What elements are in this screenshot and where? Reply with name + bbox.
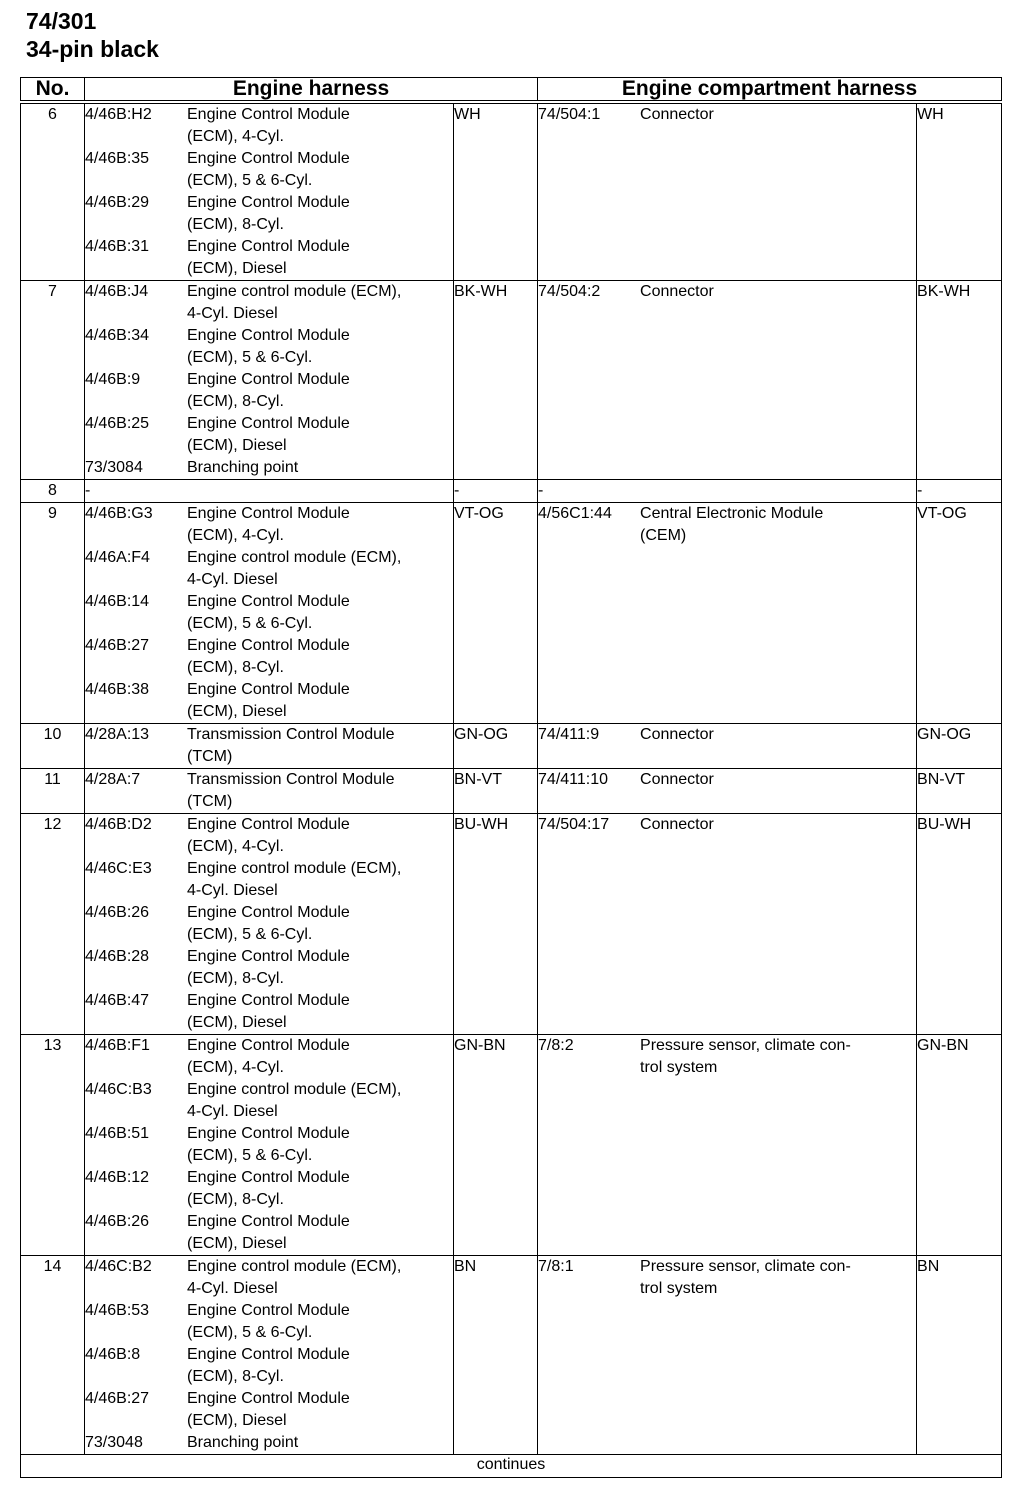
- pin-code: -: [538, 482, 544, 499]
- compartment-harness-cell: [538, 769, 917, 814]
- pin-code: 4/46A:F4: [85, 549, 150, 566]
- pin-description: Pressure sensor, climate con-: [640, 1037, 851, 1054]
- compartment-wire-color: BN: [917, 1256, 1002, 1455]
- pin-code: [85, 880, 187, 902]
- pin-code: [85, 1366, 187, 1388]
- compartment-harness-cell: [538, 1035, 917, 1256]
- entry-line: [85, 391, 453, 413]
- compartment-wire-color: GN-BN: [917, 1035, 1002, 1256]
- pin-code: 4/46C:B3: [85, 1081, 152, 1098]
- engine-wire-color: -: [454, 480, 538, 503]
- pin-code: 4/46B:38: [85, 681, 150, 698]
- pin-description: Engine Control Module: [187, 194, 350, 211]
- pin-description: Engine Control Module: [187, 1302, 350, 1319]
- entry-line: [85, 281, 453, 303]
- entry-line: [538, 525, 916, 547]
- entry-line: [85, 791, 453, 813]
- table-row: [21, 281, 1002, 480]
- compartment-harness-cell: [538, 503, 917, 724]
- pin-code: [85, 701, 187, 723]
- pin-code: 73/3084: [85, 459, 143, 476]
- pin-code: 74/504:17: [538, 816, 610, 833]
- pin-description: (ECM), 4-Cyl.: [187, 527, 284, 544]
- entry-line: [85, 1432, 453, 1454]
- pin-code: 4/46B:31: [85, 238, 150, 255]
- pin-description: Engine Control Module: [187, 816, 350, 833]
- pin-code: 4/56C1:44: [538, 505, 612, 522]
- pin-description: (ECM), 5 & 6-Cyl.: [187, 615, 313, 632]
- entry-line: [85, 1211, 453, 1233]
- pin-code: [85, 303, 187, 325]
- pin-code: 74/504:2: [538, 283, 601, 300]
- pin-description: 4-Cyl. Diesel: [187, 1103, 278, 1120]
- pin-description: Engine Control Module: [187, 1390, 350, 1407]
- pin-code: [538, 1278, 640, 1300]
- pin-code: 74/411:10: [538, 771, 609, 788]
- engine-harness-cell: [85, 814, 454, 1035]
- table-row: [21, 724, 1002, 769]
- entry-line: [85, 701, 453, 723]
- pin-code: [538, 525, 640, 547]
- entry-line: [85, 1123, 453, 1145]
- pin-code: 4/46B:26: [85, 904, 150, 921]
- pin-description: (ECM), 8-Cyl.: [187, 1368, 284, 1385]
- pin-code: 4/46B:J4: [85, 283, 149, 300]
- continues-label: continues: [21, 1455, 1002, 1478]
- pin-code: 7/8:2: [538, 1037, 574, 1054]
- pin-code: 4/46B:8: [85, 1346, 141, 1363]
- pin-description: Transmission Control Module: [187, 771, 395, 788]
- entry-line: [85, 724, 453, 746]
- pin-code: [85, 435, 187, 457]
- pin-description: (ECM), Diesel: [187, 260, 287, 277]
- pin-description: Engine Control Module: [187, 150, 350, 167]
- entry-line: [85, 946, 453, 968]
- entry-line: [85, 769, 453, 791]
- pin-description: Pressure sensor, climate con-: [640, 1258, 851, 1275]
- entry-line: [85, 1256, 453, 1278]
- entry-line: [85, 679, 453, 701]
- pin-description: trol system: [640, 1280, 718, 1297]
- header-no: No.: [21, 78, 85, 103]
- pin-description: Engine Control Module: [187, 593, 350, 610]
- pin-description: [187, 480, 453, 502]
- entry-line: [85, 480, 453, 502]
- pin-code: -: [85, 482, 91, 499]
- pin-code: [85, 214, 187, 236]
- pin-description: Engine Control Module: [187, 327, 350, 344]
- pin-number: 6: [21, 102, 85, 281]
- pin-code: 4/46B:G3: [85, 505, 153, 522]
- pin-description: Branching point: [187, 459, 299, 476]
- entry-line: [85, 858, 453, 880]
- pin-code: [85, 1012, 187, 1034]
- pin-number: 11: [21, 769, 85, 814]
- entry-line: [85, 902, 453, 924]
- pin-description: Engine control module (ECM),: [187, 283, 402, 300]
- entry-line: [85, 1167, 453, 1189]
- pin-description: Connector: [640, 816, 714, 833]
- entry-line: [538, 1256, 916, 1278]
- entry-line: [85, 104, 453, 126]
- table-row: [21, 1256, 1002, 1455]
- pin-code: [85, 1057, 187, 1079]
- entry-line: [85, 746, 453, 768]
- engine-harness-cell: [85, 1035, 454, 1256]
- pin-description: Engine Control Module: [187, 1213, 350, 1230]
- pin-code: [85, 1322, 187, 1344]
- compartment-harness-cell: [538, 281, 917, 480]
- compartment-wire-color: -: [917, 480, 1002, 503]
- entry-line: [538, 104, 916, 126]
- compartment-wire-color: VT-OG: [917, 503, 1002, 724]
- pin-description: 4-Cyl. Diesel: [187, 305, 278, 322]
- pin-code: 4/46B:H2: [85, 106, 152, 123]
- pin-description: 4-Cyl. Diesel: [187, 571, 278, 588]
- pin-description: Engine Control Module: [187, 948, 350, 965]
- pin-description: 4-Cyl. Diesel: [187, 882, 278, 899]
- pin-code: 4/46B:26: [85, 1213, 150, 1230]
- pin-number: 8: [21, 480, 85, 503]
- pin-number: 14: [21, 1256, 85, 1455]
- engine-wire-color: BN: [454, 1256, 538, 1455]
- header-engine-compartment-harness: Engine compartment harness: [538, 78, 1002, 103]
- pin-code: [85, 1145, 187, 1167]
- pin-description: trol system: [640, 1059, 718, 1076]
- engine-harness-cell: [85, 480, 454, 503]
- pin-number: 10: [21, 724, 85, 769]
- pin-description: Engine control module (ECM),: [187, 1081, 402, 1098]
- pin-code: [538, 1057, 640, 1079]
- pin-description: Engine Control Module: [187, 992, 350, 1009]
- continues-row: [21, 1455, 1002, 1478]
- pin-code: 4/46B:27: [85, 1390, 150, 1407]
- entry-line: [85, 1101, 453, 1123]
- pin-code: 4/46B:53: [85, 1302, 150, 1319]
- pin-code: [85, 791, 187, 813]
- pin-description: 4-Cyl. Diesel: [187, 1280, 278, 1297]
- entry-line: [85, 413, 453, 435]
- pin-code: 4/28A:13: [85, 726, 150, 743]
- entry-line: [85, 192, 453, 214]
- entry-line: [85, 126, 453, 148]
- entry-line: [85, 457, 453, 479]
- table-body: [21, 102, 1002, 1455]
- entry-line: [85, 525, 453, 547]
- entry-line: [538, 1278, 916, 1300]
- pin-number: 13: [21, 1035, 85, 1256]
- compartment-wire-color: BU-WH: [917, 814, 1002, 1035]
- pin-code: [85, 1189, 187, 1211]
- connector-id: 74/301: [26, 8, 97, 34]
- pin-number: 9: [21, 503, 85, 724]
- entry-line: [85, 613, 453, 635]
- entry-line: [85, 591, 453, 613]
- pin-number: 12: [21, 814, 85, 1035]
- entry-line: [538, 814, 916, 836]
- engine-harness-cell: [85, 724, 454, 769]
- pin-description: (ECM), Diesel: [187, 703, 287, 720]
- compartment-harness-cell: [538, 102, 917, 281]
- pin-code: 74/411:9: [538, 726, 600, 743]
- pin-code: 4/46B:51: [85, 1125, 150, 1142]
- engine-wire-color: WH: [454, 102, 538, 281]
- pin-description: Connector: [640, 106, 714, 123]
- engine-wire-color: VT-OG: [454, 503, 538, 724]
- pin-description: (ECM), 5 & 6-Cyl.: [187, 1147, 313, 1164]
- table-header-row: [21, 78, 1002, 103]
- engine-wire-color: BU-WH: [454, 814, 538, 1035]
- pin-code: 4/46B:47: [85, 992, 150, 1009]
- pin-code: 4/46B:9: [85, 371, 141, 388]
- entry-line: [85, 635, 453, 657]
- pin-description: [640, 480, 916, 502]
- pin-table: [20, 77, 1002, 1478]
- pin-description: (ECM), 5 & 6-Cyl.: [187, 926, 313, 943]
- pin-code: [85, 924, 187, 946]
- entry-line: [85, 258, 453, 280]
- entry-line: [85, 1278, 453, 1300]
- pin-code: 4/46B:14: [85, 593, 150, 610]
- entry-line: [85, 1012, 453, 1034]
- pin-code: 4/46C:E3: [85, 860, 152, 877]
- pin-code: [85, 258, 187, 280]
- entry-line: [85, 1189, 453, 1211]
- table-row: [21, 102, 1002, 281]
- table-row: [21, 1035, 1002, 1256]
- entry-line: [85, 924, 453, 946]
- pin-code: [85, 1233, 187, 1255]
- pin-code: [85, 569, 187, 591]
- pin-code: 7/8:1: [538, 1258, 574, 1275]
- entry-line: [85, 814, 453, 836]
- pin-description: Engine Control Module: [187, 681, 350, 698]
- entry-line: [85, 990, 453, 1012]
- pin-description: Engine Control Module: [187, 1346, 350, 1363]
- entry-line: [85, 236, 453, 258]
- entry-line: [85, 170, 453, 192]
- entry-line: [85, 369, 453, 391]
- pin-description: (ECM), 5 & 6-Cyl.: [187, 1324, 313, 1341]
- table-row: [21, 769, 1002, 814]
- engine-wire-color: GN-OG: [454, 724, 538, 769]
- pin-description: Connector: [640, 283, 714, 300]
- pin-code: 4/46B:F1: [85, 1037, 150, 1054]
- pin-code: [85, 613, 187, 635]
- pin-code: 4/46B:35: [85, 150, 150, 167]
- pin-code: 4/46B:28: [85, 948, 150, 965]
- pin-code: [85, 746, 187, 768]
- pin-description: Engine Control Module: [187, 371, 350, 388]
- pin-description: (ECM), 8-Cyl.: [187, 659, 284, 676]
- pin-description: (ECM), 5 & 6-Cyl.: [187, 349, 313, 366]
- pin-description: Engine Control Module: [187, 238, 350, 255]
- pin-code: 4/46B:25: [85, 415, 150, 432]
- compartment-harness-cell: [538, 1256, 917, 1455]
- pin-description: (ECM), Diesel: [187, 1014, 287, 1031]
- pin-code: 4/46B:12: [85, 1169, 150, 1186]
- entry-line: [538, 769, 916, 791]
- table-row: [21, 503, 1002, 724]
- compartment-harness-cell: [538, 724, 917, 769]
- entry-line: [85, 325, 453, 347]
- pin-description: (ECM), 8-Cyl.: [187, 393, 284, 410]
- pin-code: [85, 170, 187, 192]
- compartment-wire-color: WH: [917, 102, 1002, 281]
- entry-line: [85, 1079, 453, 1101]
- entry-line: [85, 968, 453, 990]
- pin-code: [85, 1410, 187, 1432]
- pin-description: (ECM), 4-Cyl.: [187, 1059, 284, 1076]
- pin-description: (ECM), Diesel: [187, 437, 287, 454]
- engine-harness-cell: [85, 1256, 454, 1455]
- entry-line: [85, 1388, 453, 1410]
- entry-line: [85, 503, 453, 525]
- pin-description: Engine Control Module: [187, 505, 350, 522]
- entry-line: [85, 435, 453, 457]
- entry-line: [85, 1233, 453, 1255]
- entry-line: [85, 880, 453, 902]
- pin-code: [85, 391, 187, 413]
- entry-line: [85, 1300, 453, 1322]
- table-row: [21, 814, 1002, 1035]
- table-row: [21, 480, 1002, 503]
- entry-line: [538, 281, 916, 303]
- entry-line: [85, 569, 453, 591]
- pin-number: 7: [21, 281, 85, 480]
- pin-code: 4/46B:34: [85, 327, 150, 344]
- pin-code: 4/46C:B2: [85, 1258, 152, 1275]
- pin-code: [85, 525, 187, 547]
- entry-line: [538, 1057, 916, 1079]
- pin-description: Engine Control Module: [187, 106, 350, 123]
- entry-line: [85, 347, 453, 369]
- pin-code: [85, 347, 187, 369]
- pin-description: (TCM): [187, 748, 233, 765]
- engine-harness-cell: [85, 281, 454, 480]
- pin-code: [85, 1278, 187, 1300]
- engine-wire-color: GN-BN: [454, 1035, 538, 1256]
- pin-description: Engine Control Module: [187, 415, 350, 432]
- entry-line: [85, 1366, 453, 1388]
- entry-line: [85, 1322, 453, 1344]
- pin-code: [85, 657, 187, 679]
- pin-description: Engine Control Module: [187, 637, 350, 654]
- pin-description: Branching point: [187, 1434, 299, 1451]
- pin-description: Connector: [640, 726, 714, 743]
- pin-description: (CEM): [640, 527, 687, 544]
- engine-wire-color: BN-VT: [454, 769, 538, 814]
- entry-line: [85, 214, 453, 236]
- compartment-harness-cell: [538, 480, 917, 503]
- pin-description: Engine Control Module: [187, 1037, 350, 1054]
- pin-code: [85, 968, 187, 990]
- entry-line: [538, 724, 916, 746]
- pin-table-container: [20, 77, 1002, 1478]
- compartment-wire-color: GN-OG: [917, 724, 1002, 769]
- pin-code: [85, 836, 187, 858]
- entry-line: [85, 836, 453, 858]
- pin-code: 4/46B:29: [85, 194, 150, 211]
- compartment-harness-cell: [538, 814, 917, 1035]
- entry-line: [85, 1145, 453, 1167]
- connector-description: 34-pin black: [26, 36, 159, 62]
- pin-description: (ECM), Diesel: [187, 1235, 287, 1252]
- engine-harness-cell: [85, 503, 454, 724]
- entry-line: [85, 1057, 453, 1079]
- engine-wire-color: BK-WH: [454, 281, 538, 480]
- entry-line: [85, 303, 453, 325]
- pin-code: 4/46B:D2: [85, 816, 152, 833]
- pin-description: (ECM), 8-Cyl.: [187, 970, 284, 987]
- entry-line: [85, 1035, 453, 1057]
- pin-description: (ECM), 8-Cyl.: [187, 1191, 284, 1208]
- pin-description: (ECM), 4-Cyl.: [187, 128, 284, 145]
- pin-description: Connector: [640, 771, 714, 788]
- pin-description: Engine Control Module: [187, 904, 350, 921]
- pin-code: [85, 1101, 187, 1123]
- pin-description: Central Electronic Module: [640, 505, 824, 522]
- header-engine-harness: Engine harness: [85, 78, 538, 103]
- entry-line: [85, 547, 453, 569]
- engine-harness-cell: [85, 102, 454, 281]
- compartment-wire-color: BK-WH: [917, 281, 1002, 480]
- pin-description: (ECM), 8-Cyl.: [187, 216, 284, 233]
- pin-description: (ECM), Diesel: [187, 1412, 287, 1429]
- pin-description: Engine control module (ECM),: [187, 549, 402, 566]
- entry-line: [538, 503, 916, 525]
- pin-code: 74/504:1: [538, 106, 601, 123]
- pin-code: 73/3048: [85, 1434, 143, 1451]
- pin-description: Engine Control Module: [187, 1125, 350, 1142]
- pin-description: (TCM): [187, 793, 233, 810]
- entry-line: [538, 1035, 916, 1057]
- pin-code: 4/46B:27: [85, 637, 150, 654]
- pin-description: Transmission Control Module: [187, 726, 395, 743]
- entry-line: [85, 1344, 453, 1366]
- pin-description: (ECM), 4-Cyl.: [187, 838, 284, 855]
- pin-code: 4/28A:7: [85, 771, 141, 788]
- entry-line: [538, 480, 916, 502]
- entry-line: [85, 657, 453, 679]
- entry-line: [85, 148, 453, 170]
- compartment-wire-color: BN-VT: [917, 769, 1002, 814]
- engine-harness-cell: [85, 769, 454, 814]
- pin-description: (ECM), 5 & 6-Cyl.: [187, 172, 313, 189]
- pin-code: [85, 126, 187, 148]
- pin-description: Engine Control Module: [187, 1169, 350, 1186]
- pin-description: Engine control module (ECM),: [187, 1258, 402, 1275]
- entry-line: [85, 1410, 453, 1432]
- pin-description: Engine control module (ECM),: [187, 860, 402, 877]
